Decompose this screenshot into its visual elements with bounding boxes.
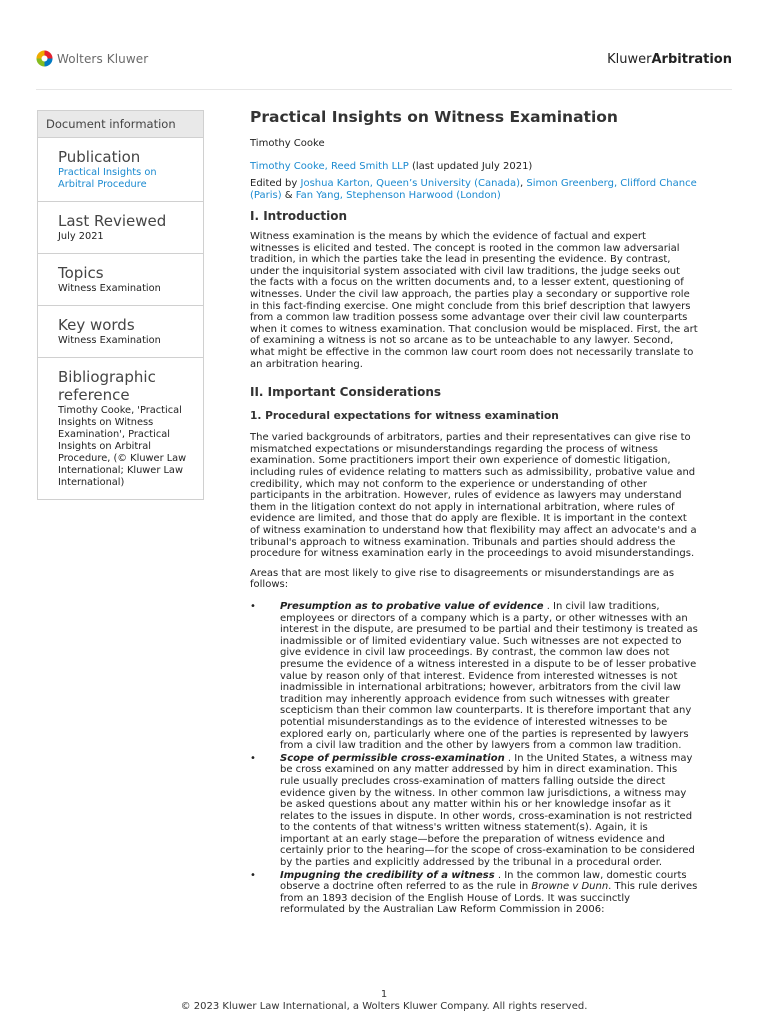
list-item-term: Scope of permissible cross-examination	[280, 752, 505, 764]
heading-introduction: I. Introduction	[250, 209, 347, 224]
document-information-panel	[37, 110, 204, 500]
page-number: 1	[380, 989, 388, 1000]
logo-text: Wolters Kluwer	[57, 51, 149, 66]
editors-line	[250, 178, 698, 201]
list-item-text: . In the United States, a witness may be cross examined on any matter addressed by him in direct examination. This rule usually precludes cross-examination of matters falling outside the direct evidence given by the witness. In other common law jurisdictions, a witness may be asked questions about any matter within his or her knowledge insofar as it relates to the issues in dispute. In other words, cross-examination is not restricted to the contents of that witness's written witness statement(s). Again, it is important at an early stage—before the preparation of witness evidence and certainly prior to the hearing—for the scope of cross-examination to be considered by the parties and explicitly addressed by the tribunal in a procedural order.	[280, 752, 695, 869]
editor-ampersand: &	[281, 189, 296, 201]
procedural-paragraph: The varied backgrounds of arbitrators, parties and their representatives can give rise to mismatched expectations or misunderstandings regarding the process of witness examination. Some practitioners import their own experience of domestic litigation, including rules of evidence relating to matters such as admissibility, probative value and credibility, which may not conform to the experience or understanding of other participants in the arbitration. However, rules of evidence as lawyers may understand them in the litigation context do not apply in international arbitration, where rules of evidence are limited, and those that do apply are flexible. It is important in the context of witness examination to understand how that flexibility may affect an advocate's and a tribunal's approach to witness examination. Tribunals and parties should address the procedure for witness examination early in the proceedings to avoid misunderstandings.	[250, 432, 697, 560]
list-item	[250, 753, 698, 869]
key-words-title: Key words	[58, 316, 135, 334]
editor-link-karton[interactable]: Joshua Karton, Queen’s University (Canada)	[300, 178, 521, 190]
edited-by-label: Edited by	[250, 178, 301, 190]
bibliographic-value: Timothy Cooke, 'Practical Insights on Witness Examination', Practical Insights on Arbitral Procedure, (© Kluwer Law International; Kluwer Law International)	[58, 405, 187, 488]
topics-title: Topics	[58, 264, 104, 282]
areas-paragraph: Areas that are most likely to give rise to disagreements or misunderstandings are as follows:	[250, 567, 675, 591]
key-words-value: Witness Examination	[58, 335, 161, 346]
bullet-icon: •	[250, 601, 256, 612]
bullet-icon: •	[250, 752, 256, 764]
editor-separator: ,	[520, 178, 527, 190]
publication-section	[38, 138, 203, 202]
bullet-icon: •	[250, 869, 256, 881]
list-item	[250, 601, 698, 752]
last-reviewed-title: Last Reviewed	[58, 212, 167, 230]
article	[250, 106, 698, 917]
list-item-term: Presumption as to probative value of evidence	[280, 601, 544, 612]
key-words-section	[38, 306, 203, 358]
list-item	[250, 870, 698, 916]
heading-procedural-expectations: 1. Procedural expectations for witness examination	[250, 409, 559, 422]
editor-link-greenberg[interactable]: Simon Greenberg, Clifford Chance (Paris)	[250, 178, 697, 201]
publication-title: Publication	[58, 148, 141, 166]
header-divider	[36, 89, 732, 90]
topics-value: Witness Examination	[58, 283, 161, 294]
topics-section	[38, 254, 203, 306]
kluwer-arbitration-brand[interactable]	[607, 52, 732, 67]
list-item-text: . In the common law, domestic courts observe a doctrine often referred to as the rule in	[280, 869, 687, 893]
introduction-paragraph: Witness examination is the means by which the evidence of factual and expert witnesses is elicited and tested. The concept is rooted in the common law adversarial tradition, in which the parties take the lead in presenting the evidence. By contrast, under the inquisitorial system associated with civil law traditions, the judge seeks out the facts with a focus on the written documents and, to a lesser extent, questioning of witnesses. Under the civil law approach, the parties play a secondary or supportive role in this fact-finding exercise. One might conclude from this brief description that lawyers from a common law tradition possess some advantage over their civil law counterparts when it comes to witness examination. That conclusion would be misplaced. First, the art of examining a witness is not so arcane as to be unteachable to any lawyer. Second, what might be effective in the common law court room does not necessarily translate to an arbitration hearing.	[250, 230, 698, 370]
article-title: Practical Insights on Witness Examination	[250, 108, 618, 126]
bibliographic-section	[38, 358, 203, 500]
last-reviewed-section	[38, 202, 203, 254]
brand-bold: Arbitration	[651, 52, 732, 67]
list-item-text-continued: . This rule derives from an 1893 decision of the English House of Lords. It was succinctly reformulated by the Australian Law Reform Commission in 2006:	[280, 881, 698, 916]
considerations-list	[250, 601, 698, 916]
bibliographic-title: Bibliographic reference	[58, 368, 156, 404]
list-item-text: . In civil law traditions, employees or directors of a company which is a party, or other witnesses with an interest in the dispute, are presumed to be partial and their testimony is treated as inadmissible or of limited evidentiary value. Such witnesses are not expected to give evidence in civil law proceedings. By contrast, the common law does not presume the evidence of a witness interested in a dispute to be of lesser probative value by reason only of that interest. Evidence from interested witnesses is not inadmissible in international arbitrations; however, arbitrators from the civil law tradition may inherently approach evidence from such witnesses with greater scepticism than their common law counterparts. It is therefore important that any potential misunderstandings as to the evidence of interested witnesses to be explored early on, particularly where one of the parties is represented by lawyers from a civil law tradition and the other by lawyers from a common law tradition.	[280, 601, 698, 752]
last-reviewed-value: July 2021	[58, 231, 104, 242]
copyright-notice: © 2023 Kluwer Law International, a Wolters Kluwer Company. All rights reserved.	[180, 1001, 588, 1012]
list-item-term: Impugning the credibility of a witness	[280, 869, 495, 881]
heading-important-considerations: II. Important Considerations	[250, 385, 442, 400]
wolters-kluwer-logo[interactable]	[36, 50, 148, 67]
author-affiliation	[250, 161, 698, 173]
author-name: Timothy Cooke	[250, 138, 325, 149]
page-header	[36, 50, 732, 80]
publication-link[interactable]: Practical Insights on Arbitral Procedure	[58, 167, 157, 190]
brand-regular: Kluwer	[607, 52, 652, 67]
panel-heading: Document information	[38, 111, 203, 138]
author-affiliation-link[interactable]: Timothy Cooke, Reed Smith LLP	[250, 160, 409, 172]
case-name: Browne v Dunn	[531, 881, 609, 893]
wolters-kluwer-logo-icon	[36, 50, 53, 67]
affiliation-suffix: (last updated July 2021)	[408, 160, 533, 172]
editor-link-yang[interactable]: Fan Yang, Stephenson Harwood (London)	[295, 189, 501, 201]
